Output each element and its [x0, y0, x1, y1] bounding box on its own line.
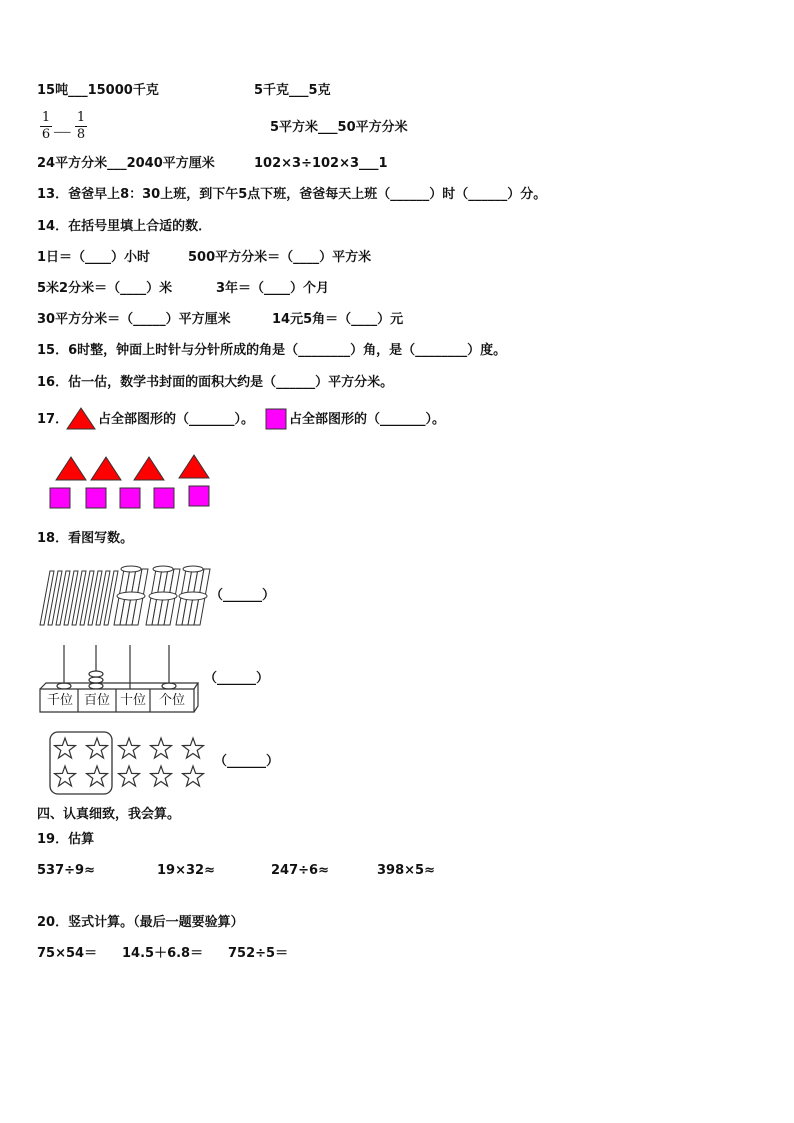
abacus-label-tens: 十位 [119, 693, 146, 708]
fraction-left-denominator: 6 [41, 127, 51, 142]
single-sticks [40, 571, 118, 625]
question-18-title: 18．看图写数。 [37, 531, 134, 546]
star-icon [183, 766, 204, 786]
star-icon [151, 738, 172, 758]
square-shape [154, 488, 174, 508]
compare-row1-left: 15吨___15000千克 [37, 83, 159, 98]
compare-row3-left: 24平方分米___2040平方厘米 [37, 156, 215, 171]
question-17-part2: 占全部图形的（_______）。 [289, 412, 446, 427]
abacus-bead [89, 677, 103, 683]
q18-answer-3: （______） [214, 754, 280, 769]
fraction-blank: ___ [54, 120, 71, 133]
q20-item: 752÷5＝ [228, 946, 289, 961]
question-14-title: 14．在括号里填上合适的数． [37, 219, 212, 234]
q14-item-3b: 14元5角＝（____）元 [272, 312, 404, 327]
q19-item: 398×5≈ [377, 863, 435, 878]
q19-item: 247÷6≈ [271, 863, 329, 878]
question-15: 15．6时整，钟面上时针与分针所成的角是（________）角，是（________）度。 [37, 343, 507, 358]
question-17-number: 17． [37, 412, 69, 427]
star-icon [183, 738, 204, 758]
abacus-label-ones: 个位 [158, 693, 185, 708]
abacus-bead [57, 683, 71, 689]
red-triangle-icon [66, 406, 96, 430]
triangle-shape [91, 457, 121, 480]
question-16: 16．估一估，数学书封面的面积大约是（______）平方分米。 [37, 375, 394, 390]
q19-item: 537÷9≈ [37, 863, 95, 878]
q18-answer-2: （______） [204, 671, 270, 686]
fraction-left [40, 111, 52, 142]
star-icon [151, 766, 172, 786]
q20-item: 14.5＋6.8＝ [122, 946, 204, 961]
fraction-right-numerator: 1 [76, 110, 86, 125]
abacus-bead [162, 683, 176, 689]
q14-item-2a: 5米2分米＝（____）米 [37, 281, 173, 296]
star-icon [55, 766, 76, 786]
q14-item-3a: 30平方分米＝（_____）平方厘米 [37, 312, 231, 327]
shapes-figure [55, 455, 215, 515]
question-13: 13．爸爸早上8：30上班，到下午5点下班，爸爸每天上班（______）时（______）分。 [37, 187, 547, 202]
question-20-title: 20．竖式计算。（最后一题要验算） [37, 915, 244, 930]
question-19-title: 19．估算 [37, 832, 95, 847]
counting-sticks-figure [38, 565, 208, 627]
q14-item-2b: 3年＝（____）个月 [216, 281, 330, 296]
q14-item-1b: 500平方分米＝（____）平方米 [188, 250, 372, 265]
triangle-shape [134, 457, 164, 480]
stick-bundle [176, 566, 210, 625]
square-shape [120, 488, 140, 508]
abacus-bead [89, 683, 103, 689]
fraction-right-denominator: 8 [76, 127, 86, 142]
abacus-bead [89, 671, 103, 677]
square-shape [86, 488, 106, 508]
compare-row2-right: 5平方米___50平方分米 [270, 120, 408, 135]
star-icon [87, 738, 108, 758]
star-icon [119, 738, 140, 758]
fraction-left-numerator: 1 [41, 110, 51, 125]
q20-item: 75×54＝ [37, 946, 98, 961]
compare-row1-right: 5千克___5克 [254, 83, 331, 98]
q19-item: 19×32≈ [157, 863, 215, 878]
stars-figure [48, 730, 213, 796]
stick-bundle [146, 566, 180, 625]
compare-row3-right: 102×3÷102×3___1 [254, 156, 388, 171]
square-shape [50, 488, 70, 508]
abacus-label-hundreds: 百位 [83, 693, 110, 708]
q18-answer-1: （______） [210, 588, 276, 603]
stick-bundle [114, 566, 148, 625]
question-17-part1: 占全部图形的（_______）。 [98, 412, 255, 427]
abacus-label-thousands: 千位 [46, 693, 73, 708]
triangle-shape [56, 457, 86, 480]
star-icon [119, 766, 140, 786]
section-4-heading: 四、认真细致，我会算。 [37, 807, 181, 822]
magenta-square-icon [265, 408, 287, 430]
q14-item-1a: 1日＝（____）小时 [37, 250, 151, 265]
fraction-right [75, 111, 87, 142]
square-shape [189, 486, 209, 506]
star-icon [55, 738, 76, 758]
star-icon [87, 766, 108, 786]
triangle-shape [179, 455, 209, 478]
